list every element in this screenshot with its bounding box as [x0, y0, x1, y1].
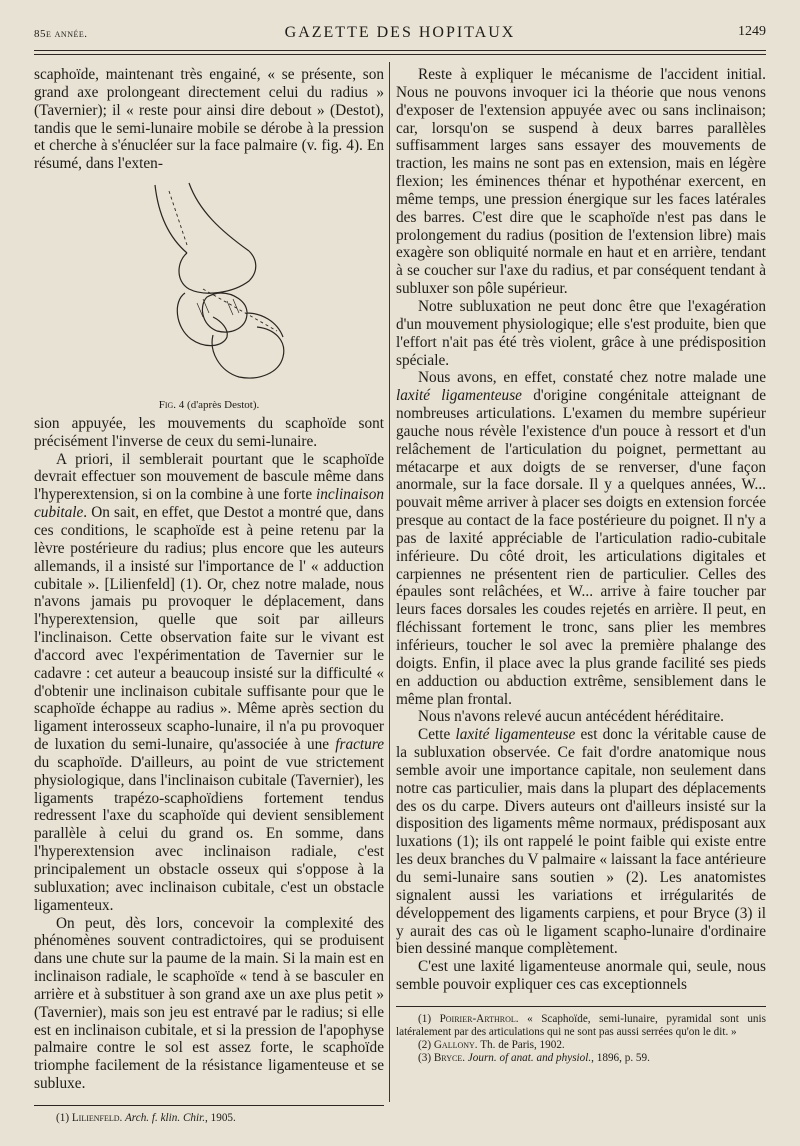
footnote-author: Poirier-Arthrol.	[439, 1012, 519, 1025]
footnote-number: (1)	[56, 1111, 72, 1124]
italic-term: laxité ligamenteuse	[455, 726, 576, 744]
text-run: A priori, il semblerait pourtant que le scaphoïde devrait effectuer son mouvement de bascule même dans l'hyperextension, si on la combine à une forte	[34, 450, 384, 504]
paragraph	[396, 726, 766, 958]
italic-term: laxité ligamenteuse	[396, 387, 522, 405]
text-run: d'origine congénitale atteignant de nombreuses articulations. L'examen du membre supérieur gauche nous révèle l'existence d'un pouce à ressort et d'un relâchement de l'articulation du poignet, permettant au métacarpe et aux doigts de se renverser, d'une façon anormale, sur la face dorsale. Il y a quelques années, W... pouvait même arriver à placer ses doigts en extension forcée presque au contact de la face postérieure du poignet. Il n'y a pas de laxité appréciable de l'articulation radio-cubitale inférieure. Du côté droit, les articulations digitales et carpiennes ne présentent rien de particulier. Celles des épaules sont relâchées, et W... arrive à faire toucher par leurs faces dorsales les coudes rejetés en arrière. Il peut, en fléchissant fortement le tronc, sans plier les membres inférieurs, toucher le sol avec la première phalange des doigts. Enfin, il place avec la plus grande facilité ses pieds en adduction ou abduction extrême, sensiblement dans le même plan frontal.	[396, 387, 766, 708]
text-run: est donc la véritable cause de la subluxation observée. Ce fait d'ordre anatomique nous semble avoir une importance capitale, non seulement dans notre cas particulier, mais dans la plupart des déplacements des os du carpe. Divers auteurs ont d'ailleurs insisté sur la disposition des ligaments même normaux, prédisposant aux luxations (1); ils ont rappelé le point faible qui existe entre les deux branches du V palmaire « laissant la face antérieure du semi-lunaire sans soutien » (2). Les anatomistes signalent aussi les variations et irrégularités de développement des ligaments carpiens, et pour Bryce (3) il y aurait des cas où le ligament scapho-lunaire d'ordinaire bien dessiné manque complètement.	[396, 726, 766, 958]
column-divider	[389, 62, 390, 1102]
footnote-text: , 1896, p. 59.	[591, 1052, 650, 1065]
footnote-number: (1)	[418, 1012, 440, 1025]
footnote	[396, 1013, 766, 1039]
volume-year: 85e année.	[34, 28, 88, 40]
wrist-bones-drawing	[129, 181, 299, 391]
italic-term: inclinaison cubitale	[34, 486, 384, 522]
footnote-text: Th. de Paris, 1902.	[477, 1039, 565, 1052]
page-number: 1249	[738, 24, 766, 39]
paragraph: On peut, dès lors, concevoir la complexité des phénomènes souvent contradictoires, qui se produisent dans une chute sur la paume de la main. Si la main est en inclinaison radiale, le scaphoïde « tend à se basculer en arrière et à substituer à son grand axe un axe plus petit » (Tavernier), mais son jeu est entravé par le radius; si elle est en inclinaison cubitale, et si la pression de l'apophyse palmaire contre le sol est assez forte, le scaphoïde triomphe facilement de la résistance ligamenteuse et se subluxe.	[34, 914, 384, 1093]
footnote-author: Lilienfeld.	[71, 1111, 123, 1124]
figure-caption	[34, 397, 384, 415]
paragraph	[34, 451, 384, 915]
footnote-author: Gallony.	[433, 1039, 478, 1052]
paragraph: C'est une laxité ligamenteuse anormale qui, seule, nous semble pouvoir expliquer ces cas exceptionnels	[396, 958, 766, 994]
text-run: . On sait, en effet, que Destot a montré que, dans ces conditions, le scaphoïde est à peine retenu par la lèvre postérieure du radius; plus encore que les auteurs allemands, il a insisté sur l'importance de l' « adduction cubitale ». [Lilienfeld] (1). Or, chez notre malade, nous n'avons jamais pu provoquer le déplacement, dans l'hyperextension, quelle que soit par ailleurs l'inclinaison. Cette observation faite sur le vivant est d'accord avec l'expérimentation de Tavernier sur le cadavre : cet auteur a beaucoup insisté sur la difficulté « d'obtenir une inclinaison cubitale suffisante pour que le scaphoïde échappe au radius ». Même après section du ligament interosseux scapho-lunaire, il n'a pu provoquer de luxation du semi-lunaire, qu'associée à une	[34, 504, 384, 754]
footnote	[396, 1039, 766, 1052]
text-run: Nous avons, en effet, constaté chez notre malade une	[418, 369, 766, 387]
italic-term: fracture	[335, 736, 384, 754]
figure-label: Fig. 4	[158, 399, 185, 412]
footnote-number: (2)	[418, 1039, 434, 1052]
left-column	[34, 66, 384, 1125]
footnote	[34, 1112, 384, 1125]
header-rule-thin	[34, 54, 766, 55]
paragraph: Nous n'avons relevé aucun antécédent héréditaire.	[418, 708, 725, 726]
footnote-journal: Arch. f. klin. Chir.	[122, 1111, 206, 1124]
footnote	[396, 1052, 766, 1065]
text-run: du scaphoïde. D'ailleurs, au point de vue strictement physiologique, dans l'inclinaison cubitale (Tavernier), les ligaments trapézo-scaphoïdiens fortement tendus redressent l'axe du scaphoïde qui devient sensiblement parallèle à celui du grand os. En somme, dans l'hyperextension avec inclinaison radiale, c'est principalement un obstacle osseux qui s'oppose à la subluxation; avec inclinaison cubitale, c'est un obstacle ligamenteux.	[34, 753, 384, 914]
footnote-number: (3)	[418, 1052, 434, 1065]
footnote-journal: Journ. of anat. and physiol.	[465, 1052, 592, 1065]
text-run: Cette	[418, 726, 456, 744]
footnote-author: Bryce.	[433, 1052, 465, 1065]
header-rule	[34, 50, 766, 51]
figure-4	[34, 181, 384, 393]
paragraph: Notre subluxation ne peut donc être que l'exagération d'un mouvement physiologique; elle s'est produite, bien que l'effort n'ait pas été très violent, grâce à une prédisposition spéciale.	[396, 297, 766, 369]
right-column	[396, 66, 766, 1066]
paragraph: Reste à expliquer le mécanisme de l'accident initial. Nous ne pouvons invoquer ici la théorie que nous venons d'exposer de l'extension appuyée avec ou sans inclinaison; car, lorsqu'on se suspend à deux barres parallèles suffisamment larges sans essayer des mouvements de traction, les mains ne sont pas en extension, mais en légère flexion; les éminences thénar et hypothénar exercent, en même temps, une pression énergique sur les faces latérales des barres. C'est dire que le scaphoïde n'est pas dans le prolongement du radius (position de l'extension libre) mais exagère son obliquité normale en haut et en arrière, tendant à se coucher sur l'axe du radius, et par conséquent tendant à subluxer son pôle supérieur.	[396, 66, 766, 298]
footnote-rule	[396, 1006, 766, 1007]
figure-source: (d'après Destot).	[184, 399, 260, 412]
paragraph: scaphoïde, maintenant très engainé, « se présente, son grand axe prolongeant directement celui du radius » (Tavernier); il « reste pour ainsi dire debout » (Destot), tandis que le semi-lunaire mobile se dérobe à la pression et cherche à s'énucléer sur la face palmaire (v. fig. 4). En résumé, dans l'exten-	[34, 66, 384, 173]
footnote-text: , 1905.	[205, 1111, 236, 1124]
page-header	[34, 22, 766, 46]
journal-title: GAZETTE DES HOPITAUX	[284, 24, 516, 41]
paragraph	[396, 369, 766, 708]
paragraph: sion appuyée, les mouvements du scaphoïde sont précisément l'inverse de ceux du semi-lunaire.	[34, 414, 384, 450]
footnote-rule	[34, 1105, 384, 1106]
footnote-text: « Scaphoïde, semi-lunaire, pyramidal sont unis latéralement par des articulations qui ne sont pas aussi serrées qu'on le dit. »	[396, 1012, 766, 1039]
